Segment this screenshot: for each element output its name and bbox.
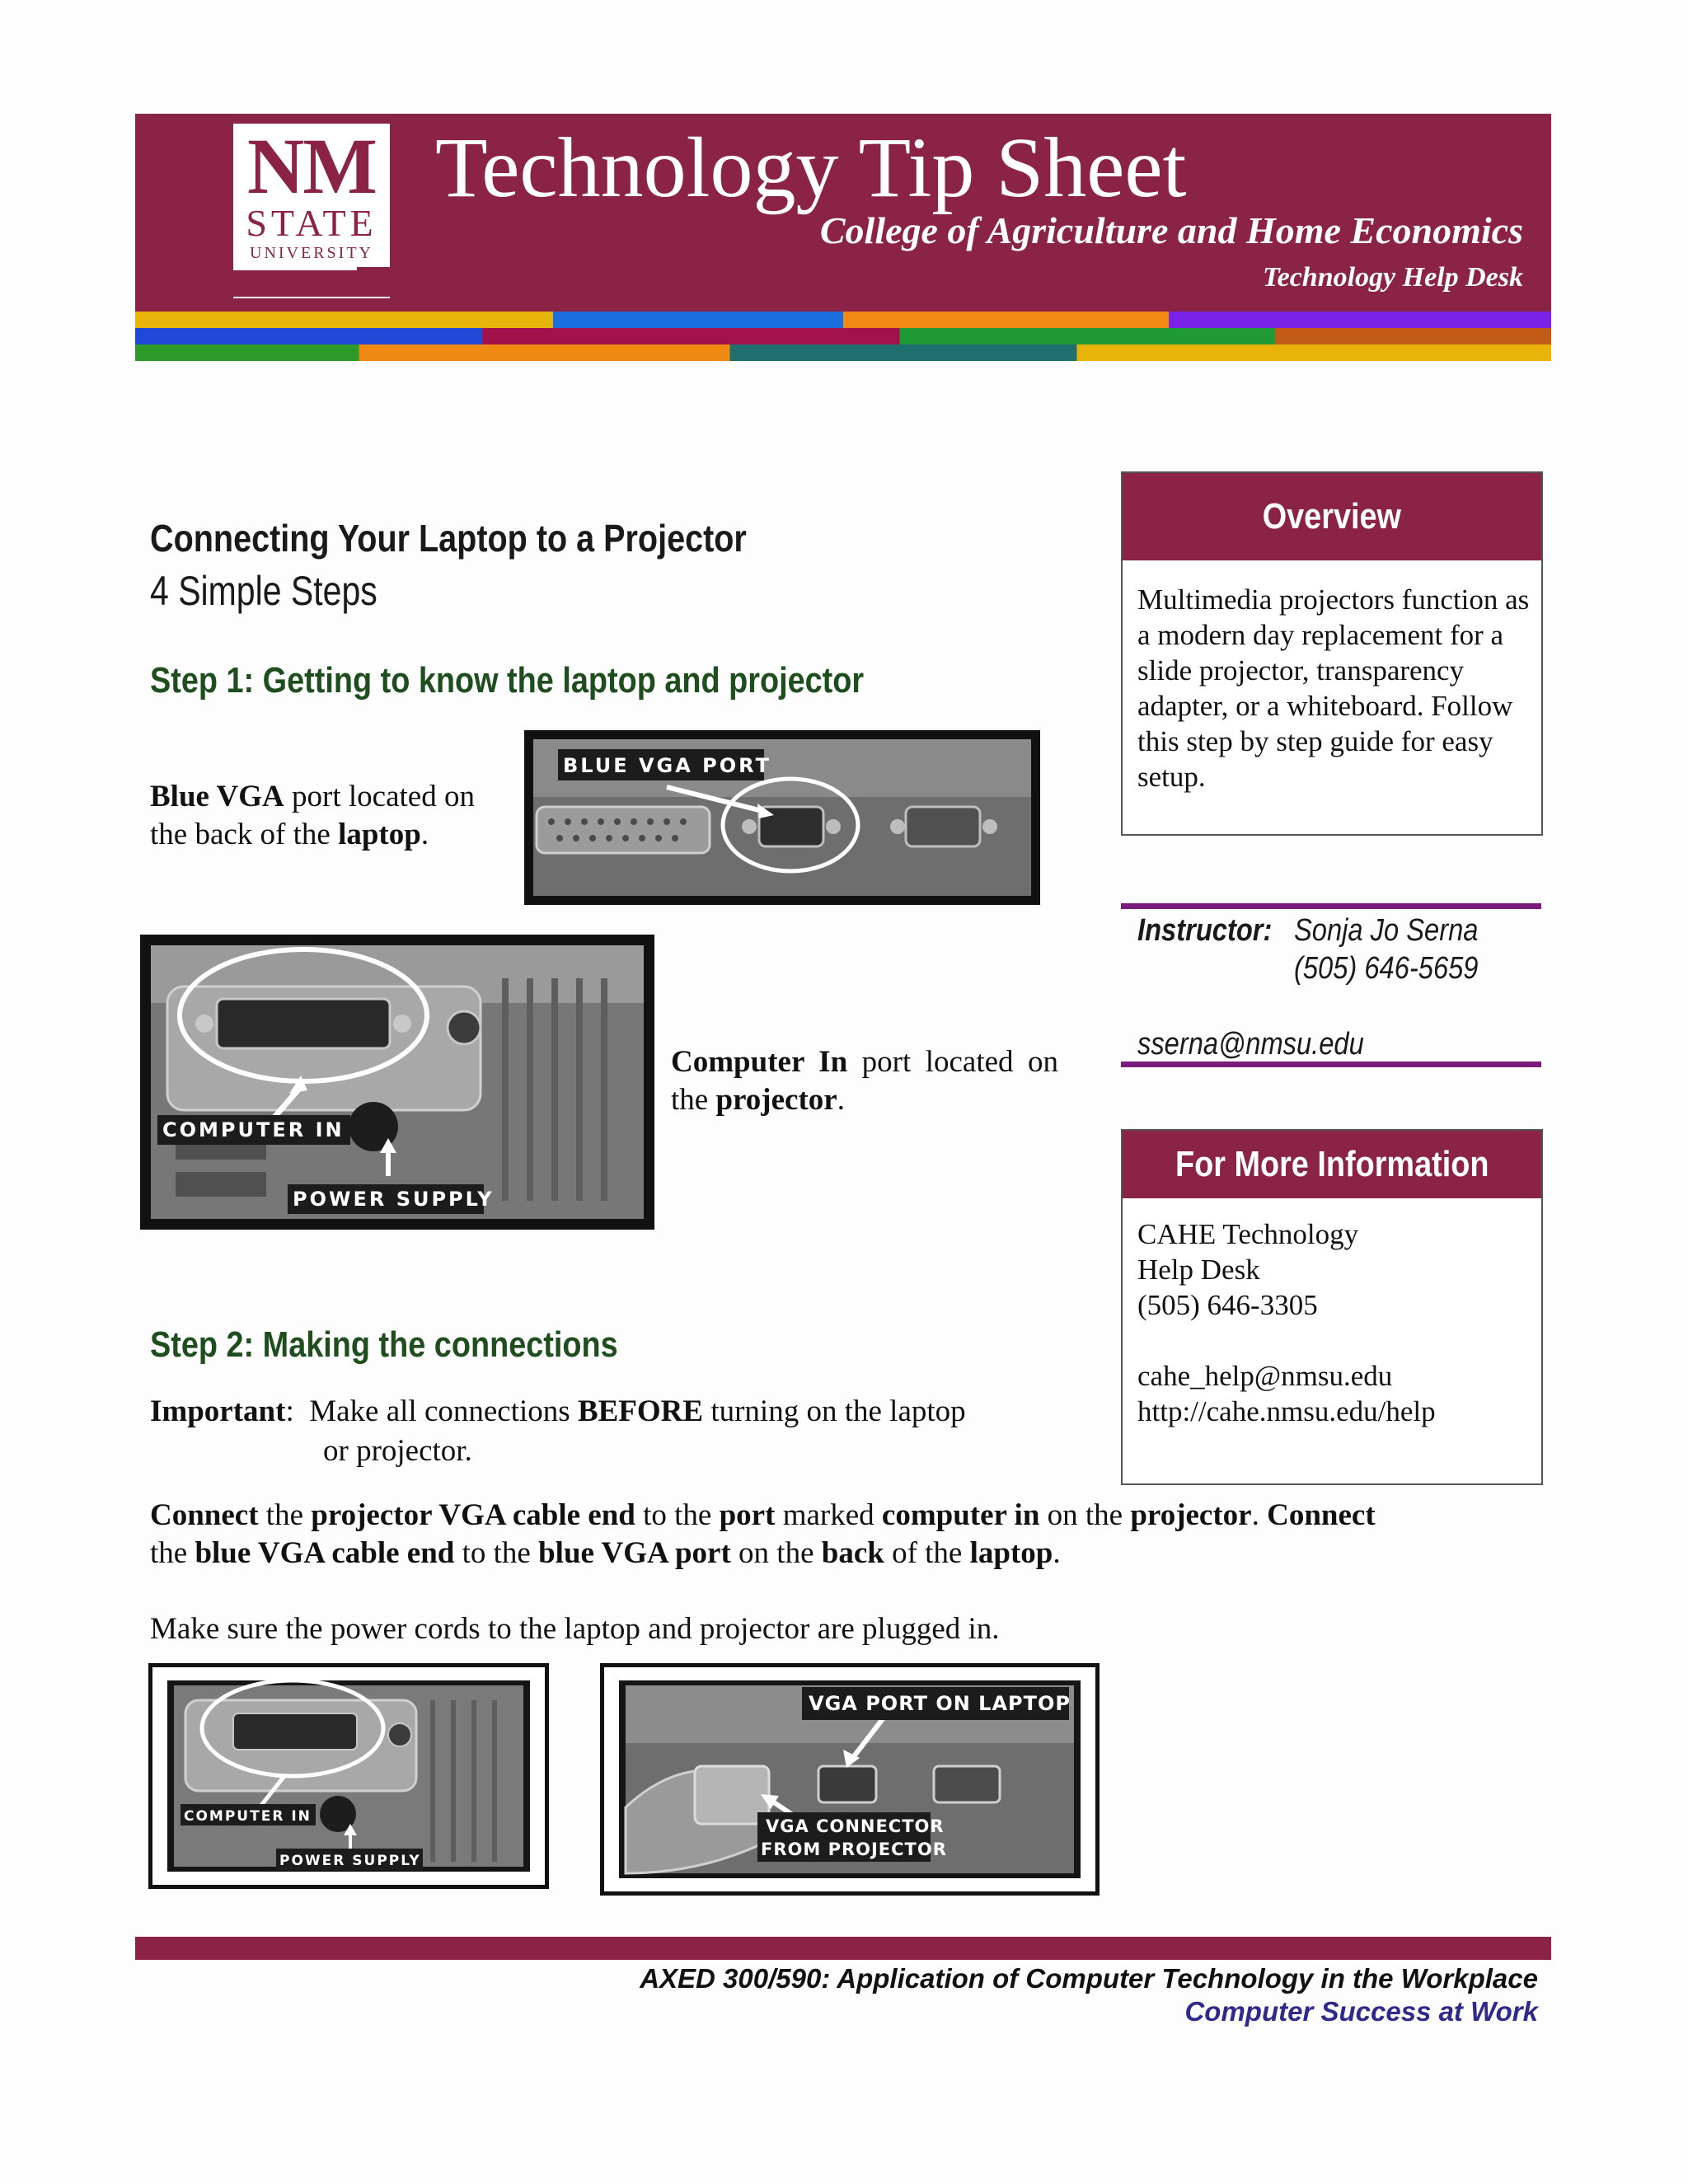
vga-photo-label: BLUE VGA PORT	[563, 754, 771, 777]
instructor-email[interactable]: sserna@nmsu.edu	[1137, 1027, 1364, 1062]
new-mexico-shape-icon	[233, 267, 390, 297]
instructor-bottom-rule	[1121, 1062, 1541, 1067]
important-note: Important: Make all connections BEFORE turning on the laptop	[150, 1394, 966, 1428]
more-info-line: CAHE Technology	[1137, 1218, 1359, 1250]
page-title: Technology Tip Sheet	[435, 120, 1187, 215]
projector-port-photo-small	[148, 1663, 549, 1889]
logo-university: UNIVERSITY	[250, 244, 373, 262]
vga-port-caption: Blue VGA port located on the back of the laptop.	[150, 780, 475, 851]
vga-connection-photo	[600, 1663, 1100, 1896]
laptop-vga-photo	[524, 730, 1040, 905]
help-desk-name: Technology Help Desk	[1262, 262, 1523, 293]
instructor-top-rule	[1121, 903, 1541, 909]
step2-title: Step 2: Making the connections	[150, 1324, 618, 1365]
important-note-cont: or projector.	[323, 1434, 472, 1468]
main-heading: Connecting Your Laptop to a Projector	[150, 517, 747, 560]
vga-connector-photo-label: VGA CONNECTOR	[766, 1816, 945, 1836]
instructor-name: Sonja Jo Serna	[1294, 913, 1479, 948]
computer-in-photo-label: COMPUTER IN	[162, 1118, 345, 1141]
instructor-label: Instructor:	[1137, 913, 1273, 948]
more-info-box	[1121, 1129, 1543, 1485]
more-info-line: Help Desk	[1137, 1254, 1260, 1286]
power-supply-photo3-label: POWER SUPPLY	[279, 1853, 421, 1869]
overview-heading: Overview	[1123, 473, 1541, 560]
footer-bar	[135, 1937, 1551, 1960]
more-info-spacer	[1137, 1323, 1531, 1358]
instructor-phone: (505) 646-5659	[1294, 951, 1479, 986]
vga-laptop-photo-label: VGA PORT ON LAPTOP	[809, 1692, 1071, 1715]
connect-instructions-line1: Connect the projector VGA cable end to the port marked computer in on the projector. Connect	[150, 1498, 1376, 1532]
more-info-details	[1137, 1216, 1531, 1429]
step1-title: Step 1: Getting to know the laptop and projector	[150, 660, 865, 701]
more-info-heading: For More Information	[1123, 1131, 1541, 1198]
logo-state: STATE	[246, 202, 377, 244]
connect-instructions-line2: the blue VGA cable end to the blue VGA port on the back of the laptop.	[150, 1536, 1061, 1570]
main-subheading: 4 Simple Steps	[150, 568, 377, 614]
more-info-phone: (505) 646-3305	[1137, 1289, 1318, 1321]
footer-tagline: Computer Success at Work	[1184, 1996, 1538, 2027]
more-info-email[interactable]: cahe_help@nmsu.edu	[1137, 1360, 1393, 1392]
computer-in-photo3-label: COMPUTER IN	[184, 1808, 312, 1825]
overview-box	[1121, 471, 1543, 836]
power-note: Make sure the power cords to the laptop and projector are plugged in.	[150, 1612, 1000, 1646]
from-projector-photo-label: FROM PROJECTOR	[761, 1840, 947, 1859]
more-info-url[interactable]: http://cahe.nmsu.edu/help	[1137, 1395, 1436, 1427]
nmsu-logo	[233, 124, 390, 298]
computer-in-caption: Computer In port located on the projector.	[671, 1045, 1059, 1117]
college-name: College of Agriculture and Home Economics	[819, 209, 1523, 251]
power-supply-photo-label: POWER SUPPLY	[293, 1188, 495, 1211]
footer-course: AXED 300/590: Application of Computer Technology in the Workplace	[640, 1963, 1538, 1994]
color-stripes	[135, 312, 1551, 364]
logo-nm: NM	[247, 122, 376, 210]
overview-text: Multimedia projectors function as a modern day replacement for a slide projector, transparency adapter, or a whiteboard. Follow this step by step guide for easy setup.	[1137, 583, 1530, 793]
projector-port-photo	[140, 935, 654, 1230]
